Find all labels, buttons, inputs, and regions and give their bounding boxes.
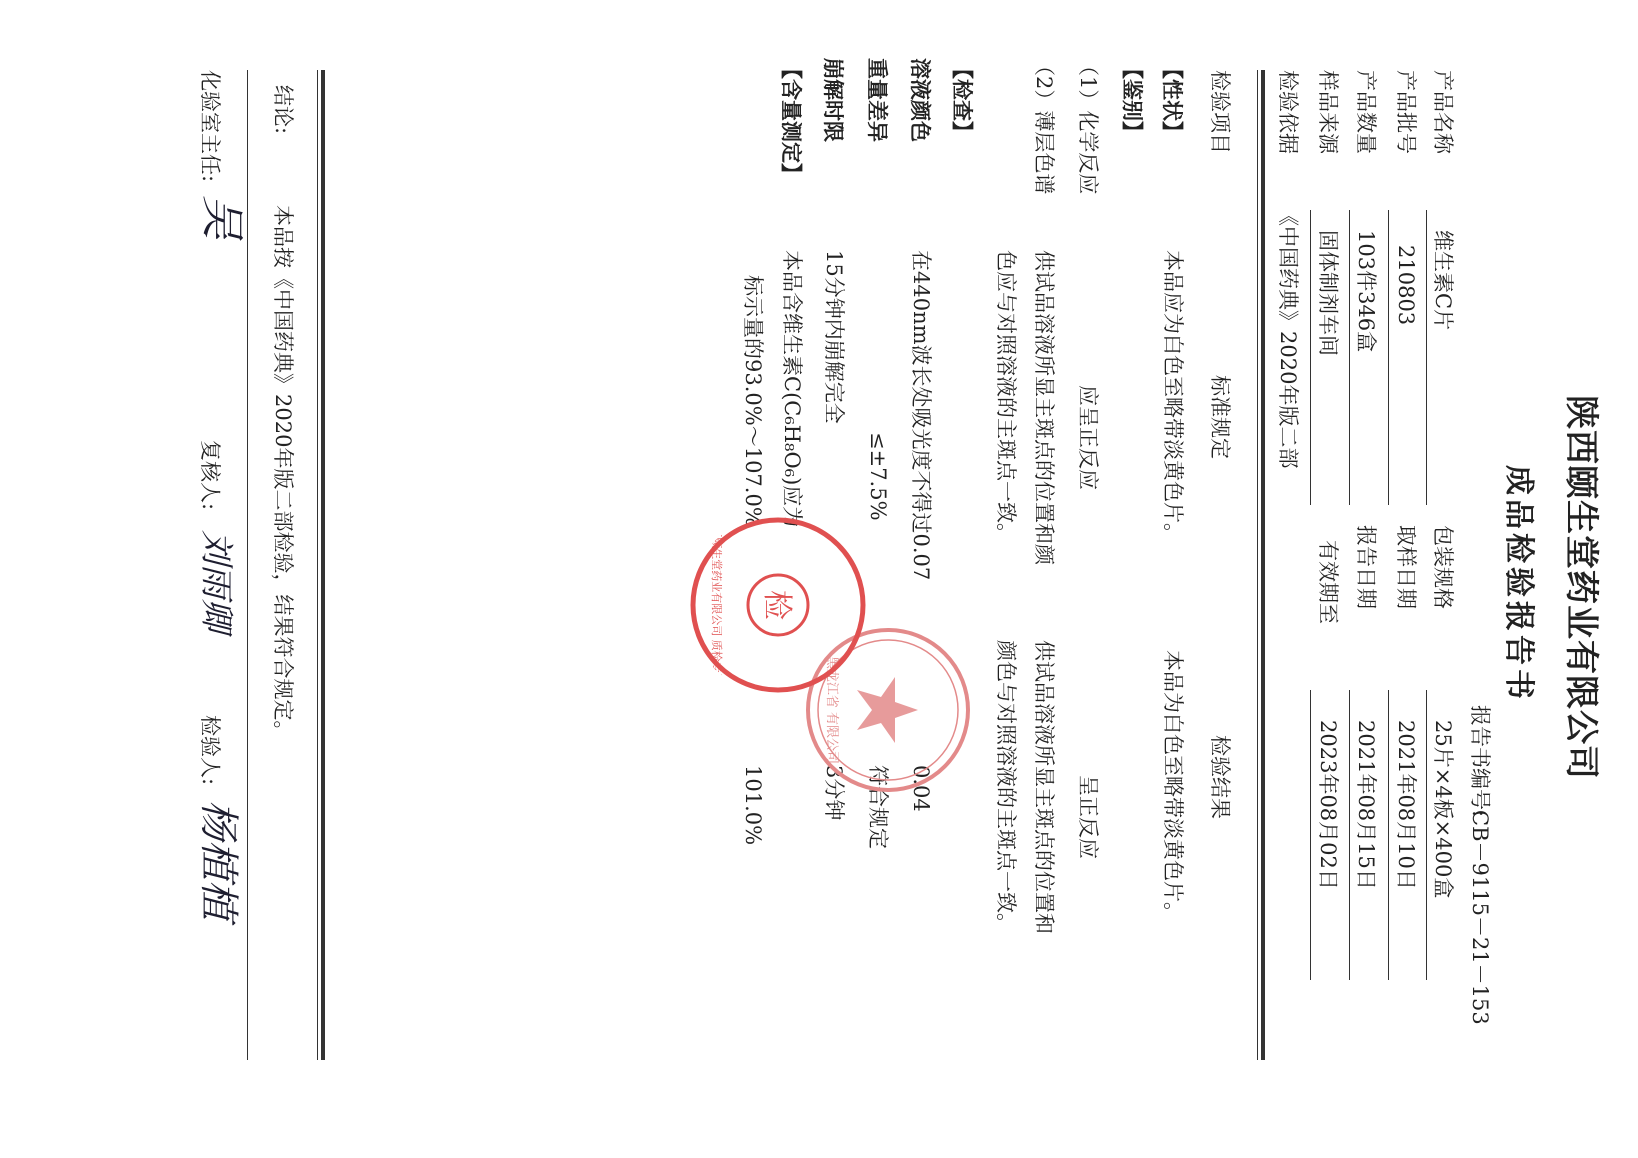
report-number-value: CB－9115－21－153 — [1468, 810, 1492, 1025]
reviewer-label: 复核人: — [198, 440, 222, 511]
underline-row-3b — [1349, 690, 1350, 980]
weight-variation-result: 符合规定 — [866, 765, 890, 849]
character-section: 【性状】 — [1160, 58, 1185, 142]
underline-row-2b — [1388, 690, 1389, 980]
underline-row-3 — [1349, 210, 1350, 505]
underline-row-1b — [1426, 690, 1427, 980]
left-seal-center-text: 检 — [759, 590, 794, 620]
disintegration-result: 3分钟 — [822, 765, 846, 821]
chemical-reaction-standard: 应呈正反应 — [1076, 385, 1100, 490]
sample-date-value: 2021年08月10日 — [1394, 720, 1418, 890]
chemical-reaction-item: （1）化学反应 — [1076, 55, 1100, 195]
tlc-result-line2: 颜色与对照溶液的主斑点一致。 — [994, 640, 1018, 934]
underline-row-2 — [1388, 210, 1389, 505]
report-number-label: 报告书编号: — [1468, 705, 1492, 818]
underline-row-1 — [1426, 210, 1427, 505]
reviewer-signature: 刘雨卿 — [196, 530, 236, 632]
signature-rule — [247, 70, 248, 1060]
package-value: 25片×4板×400盒 — [1431, 720, 1455, 899]
left-quality-seal — [688, 515, 868, 695]
report-title: 成品检验报告书 — [1501, 465, 1536, 703]
weight-variation-standard: ≤±7.5% — [866, 432, 890, 521]
report-date-value: 2021年08月15日 — [1354, 720, 1378, 890]
quantity-value: 103件346盒 — [1354, 230, 1378, 353]
character-result: 本品为白色至略带淡黄色片。 — [1161, 650, 1185, 923]
package-label: 包装规格 — [1431, 525, 1455, 609]
assay-result: 101.0% — [741, 765, 765, 846]
batch-label: 产品批号 — [1394, 70, 1418, 154]
basis-label: 检验依据 — [1276, 70, 1300, 154]
tlc-standard-line2: 色应与对照溶液的主斑点一致。 — [994, 250, 1018, 544]
column-result-header: 检验结果 — [1208, 735, 1232, 819]
inspector-signature: 杨植植 — [195, 800, 241, 920]
source-label: 样品来源 — [1316, 70, 1340, 154]
solution-color-standard: 在440nm波长处吸光度不得过0.07 — [909, 250, 933, 581]
column-item-header: 检验项目 — [1208, 70, 1232, 154]
underline-row-4b — [1310, 690, 1311, 980]
column-standard-header: 标准规定 — [1208, 375, 1232, 459]
left-seal-text: 陕西颐生堂药业有限公司 质检专用章 — [710, 515, 723, 695]
top-double-rule-thin — [1257, 70, 1258, 1060]
tlc-standard-line1: 供试品溶液所显主斑点的位置和颜 — [1032, 250, 1056, 565]
disintegration-standard: 15分钟内崩解完全 — [822, 250, 846, 424]
inspector-label: 检验人: — [198, 715, 222, 786]
character-standard: 本品应为白色至略带淡黄色片。 — [1161, 250, 1185, 544]
company-name: 陕西颐生堂药业有限公司 — [1561, 395, 1601, 780]
bottom-double-rule — [321, 70, 325, 1060]
report-date-label: 报告日期 — [1354, 525, 1378, 609]
valid-until-label: 有效期至 — [1316, 540, 1340, 624]
valid-until-value: 2023年08月02日 — [1316, 720, 1340, 890]
product-name-value: 维生素C片 — [1431, 230, 1455, 331]
top-double-rule — [1261, 70, 1265, 1060]
weight-variation-item: 重量差异 — [865, 58, 890, 142]
product-name-label: 产品名称 — [1431, 70, 1455, 154]
solution-color-item: 溶液颜色 — [908, 58, 933, 142]
underline-row-4 — [1310, 210, 1311, 505]
quantity-label: 产品数量 — [1354, 70, 1378, 154]
assay-standard-line2: 标示量的93.0%～107.0% — [741, 275, 765, 527]
lab-head-signature: 吴 — [196, 195, 247, 239]
check-section: 【检查】 — [950, 58, 975, 142]
conclusion-text: 本品按《中国药典》2020年版二部检验，结果符合规定。 — [271, 205, 295, 742]
right-seal-text: 黑龙江省 有限公司 — [824, 655, 839, 765]
assay-section: 【含量测定】 — [779, 58, 804, 184]
conclusion-label: 结论: — [271, 85, 295, 135]
assay-standard-line1: 本品含维生素C(C₆H₈O₆)应为 — [780, 250, 804, 528]
identification-section: 【鉴别】 — [1120, 58, 1145, 142]
disintegration-item: 崩解时限 — [821, 58, 846, 142]
sample-date-label: 取样日期 — [1394, 525, 1418, 609]
lab-head-label: 化验室主任: — [198, 70, 222, 183]
chemical-reaction-result: 呈正反应 — [1076, 775, 1100, 859]
basis-value: 《中国药典》2020年版二部 — [1276, 205, 1300, 469]
tlc-result-line1: 供试品溶液所显主斑点的位置和 — [1032, 640, 1056, 934]
bottom-double-rule-thin — [317, 70, 318, 1060]
source-value: 固体制剂车间 — [1316, 230, 1340, 356]
solution-color-result: 0.04 — [909, 765, 933, 812]
batch-value: 210803 — [1394, 245, 1418, 326]
tlc-item: （2）薄层色谱 — [1032, 55, 1056, 195]
